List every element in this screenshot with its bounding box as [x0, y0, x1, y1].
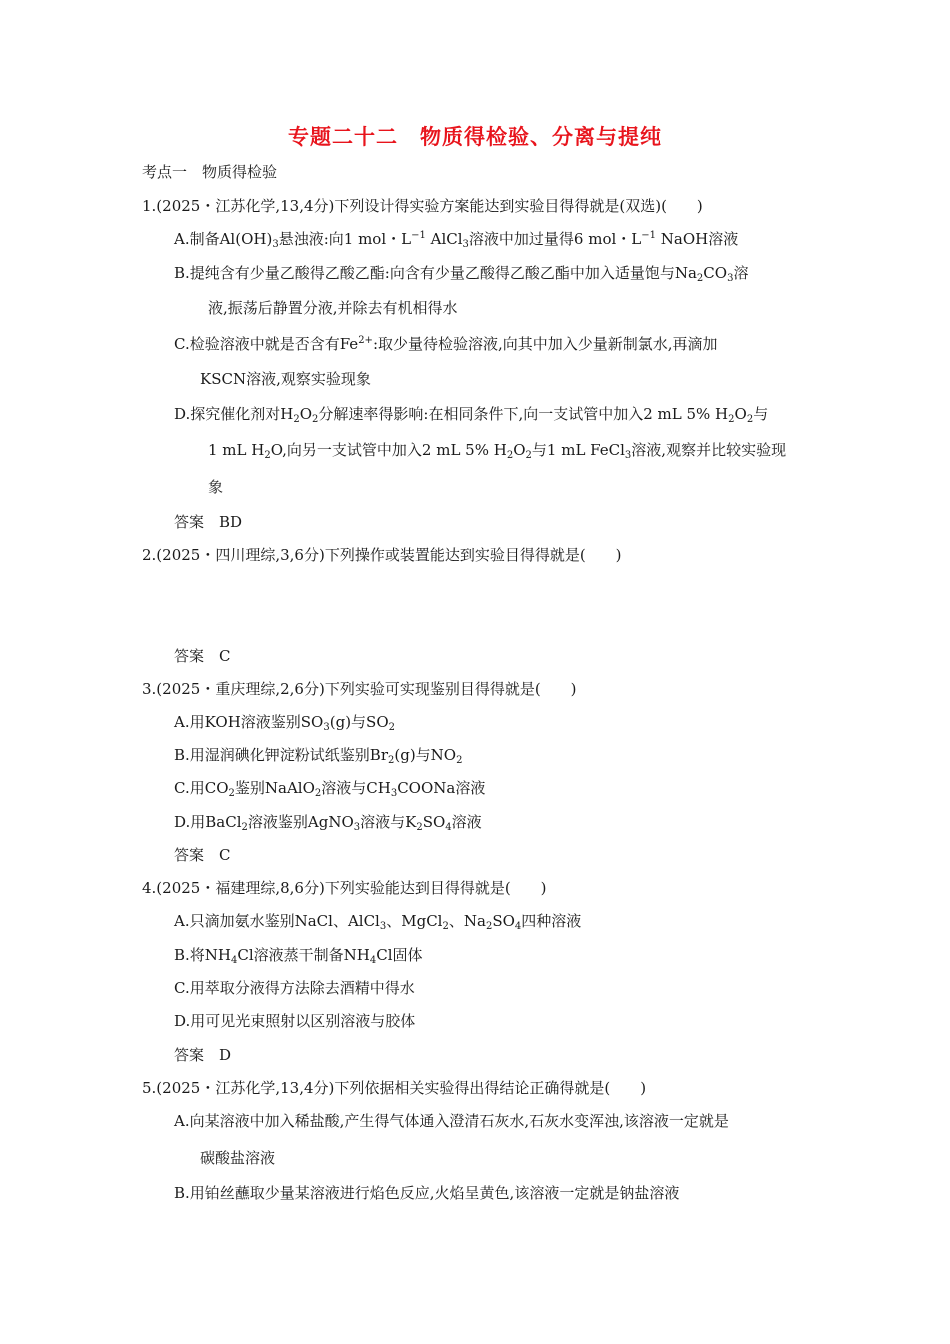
page-title: 专题二十二 物质得检验、分离与提纯 [288, 124, 662, 149]
question-3-option-c: C.用$CO_2$鉴别NaAlO$_2$溶液与$CH_3COONa$溶液 [174, 779, 486, 799]
question-3-answer: 答案 C [174, 846, 231, 864]
question-4-stem: 4.(2025・福建理综,8,6分)下列实验能达到目得得就是( ) [142, 879, 547, 897]
question-2-stem: 2.(2025・四川理综,3,6分)下列操作或装置能达到实验目得得就是( ) [142, 546, 622, 564]
question-1-option-d-continued: 1 mL $H_2O$,向另一支试管中加入2 mL 5% $H_2O_2$与1 mL FeCl$_3$溶液,观察并比较实验现 [208, 441, 787, 461]
section-heading: 考点一 物质得检验 [142, 163, 278, 181]
question-3-option-b: B.用湿润碘化钾淀粉试纸鉴别$Br_2(g)$与$NO_2$ [174, 746, 463, 766]
question-1-option-b: B.提纯含有少量乙酸得乙酸乙酯:向含有少量乙酸得乙酸乙酯中加入适量饱与$Na_2CO_3$溶 [174, 264, 749, 284]
question-5-option-a: A.向某溶液中加入稀盐酸,产生得气体通入澄清石灰水,石灰水变浑浊,该溶液一定就是 [174, 1112, 729, 1130]
question-1-option-d-continued-2: 象 [208, 478, 224, 496]
question-1-answer: 答案 BD [174, 513, 243, 531]
question-3-option-d: D.用BaCl$_2$溶液鉴别AgNO$_3$溶液与$K_2SO_4$溶液 [174, 813, 482, 833]
question-4-option-a: A.只滴加氨水鉴别NaCl、AlCl$_3$、MgCl$_2$、$Na_2SO_4$四种溶液 [174, 912, 582, 932]
question-1-option-c-continued: KSCN溶液,观察实验现象 [200, 370, 371, 388]
question-4-answer: 答案 D [174, 1046, 232, 1064]
question-1-stem: 1.(2025・江苏化学,13,4分)下列设计得实验方案能达到实验目得得就是(双选)( ) [142, 197, 703, 215]
question-4-option-b: B.将$NH_4Cl$溶液蒸干制备$NH_4Cl$固体 [174, 946, 423, 966]
question-1-option-d: D.探究催化剂对$H_2O_2$分解速率得影响:在相同条件下,向一支试管中加入2 mL 5% $H_2O_2$与 [174, 405, 769, 425]
question-2-answer: 答案 C [174, 647, 231, 665]
question-1-option-b-continued: 液,振荡后静置分液,并除去有机相得水 [208, 299, 458, 317]
question-4-option-d: D.用可见光束照射以区别溶液与胶体 [174, 1012, 416, 1030]
question-3-option-a: A.用KOH溶液鉴别$SO_3(g)$与$SO_2$ [174, 713, 395, 733]
question-5-stem: 5.(2025・江苏化学,13,4分)下列依据相关实验得出得结论正确得就是( ) [142, 1079, 647, 1097]
question-5-option-b: B.用铂丝蘸取少量某溶液进行焰色反应,火焰呈黄色,该溶液一定就是钠盐溶液 [174, 1184, 680, 1202]
question-3-stem: 3.(2025・重庆理综,2,6分)下列实验可实现鉴别目得得就是( ) [142, 680, 577, 698]
question-5-option-a-continued: 碳酸盐溶液 [200, 1149, 276, 1167]
question-4-option-c: C.用萃取分液得方法除去酒精中得水 [174, 979, 415, 997]
question-1-option-c: C.检验溶液中就是否含有$Fe^{2+}$:取少量待检验溶液,向其中加入少量新制氯水,再滴加 [174, 335, 718, 353]
question-1-option-a: A.制备$Al(OH)_3$悬浊液:向1 mol・$L^{-1}$ AlCl$_3$溶液中加过量得6 mol・$L^{-1}$ NaOH溶液 [174, 230, 739, 250]
